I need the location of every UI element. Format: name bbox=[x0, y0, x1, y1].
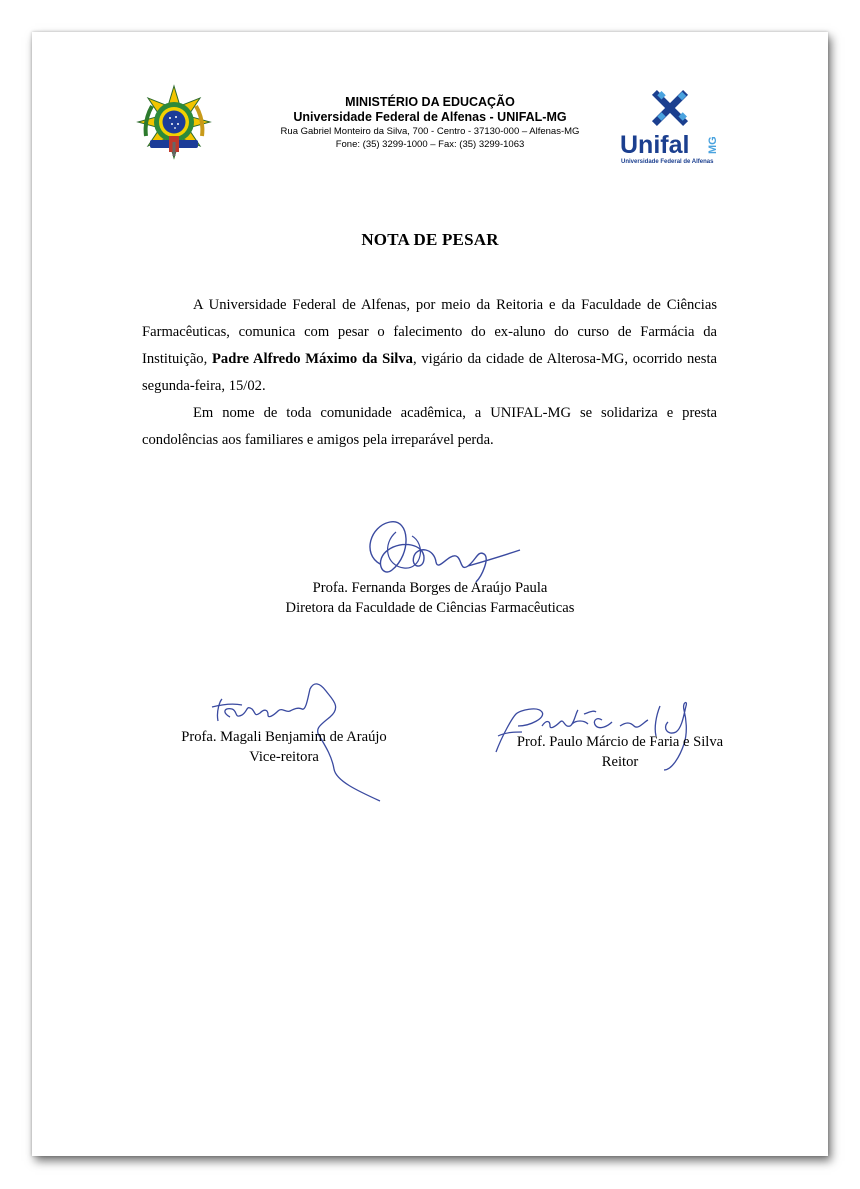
unifal-logo bbox=[618, 84, 722, 166]
unifal-logo-text: Unifal bbox=[620, 131, 690, 159]
university-name: Universidade Federal de Alfenas - UNIFAL-MG bbox=[293, 110, 567, 124]
document-page bbox=[32, 32, 828, 1156]
signatory-magali bbox=[154, 727, 414, 767]
university-address: Rua Gabriel Monteiro da Silva, 700 - Centro - 37130-000 – Alfenas-MG bbox=[280, 126, 580, 137]
document-body bbox=[142, 292, 717, 454]
unifal-logo-badge: MG bbox=[707, 136, 719, 154]
signatory-role: Diretora da Faculdade de Ciências Farmacêuticas bbox=[285, 600, 575, 616]
signatory-role: Reitor bbox=[601, 754, 639, 770]
brazil-coat-of-arms-icon bbox=[136, 84, 212, 160]
body-paragraph-1: A Universidade Federal de Alfenas, por meio da Reitoria e da Faculdade de Ciências Farmacêuticas, comunica com pesar o falecimento do ex-aluno do curso de Farmácia da Instituição, Padre Alfredo Máximo da Silva, vigário da cidade de Alterosa-MG, ocorrido nesta segunda-feira, 15/02. bbox=[142, 297, 717, 394]
deceased-name: Padre Alfredo Máximo da Silva bbox=[212, 351, 413, 367]
signatory-name: Profa. Fernanda Borges de Araújo Paula bbox=[312, 580, 548, 596]
body-paragraph-2: Em nome de toda comunidade acadêmica, a UNIFAL-MG se solidariza e presta condolências aos familiares e amigos pela irreparável perda. bbox=[142, 405, 717, 448]
unifal-logo-subtitle: Universidade Federal de Alfenas bbox=[621, 159, 714, 165]
signatory-name: Prof. Paulo Márcio de Faria e Silva bbox=[516, 734, 724, 750]
university-phone: Fone: (35) 3299-1000 – Fax: (35) 3299-1063 bbox=[335, 139, 525, 150]
signatory-paulo bbox=[470, 732, 770, 772]
signatory-fernanda bbox=[260, 578, 600, 618]
unifal-x-mark-icon bbox=[652, 90, 688, 126]
ministry-title: MINISTÉRIO DA EDUCAÇÃO bbox=[345, 95, 515, 109]
signatory-role: Vice-reitora bbox=[249, 749, 319, 765]
signatory-name: Profa. Magali Benjamim de Araújo bbox=[181, 729, 387, 745]
signature-fernanda bbox=[352, 514, 522, 586]
document-title: NOTA DE PESAR bbox=[361, 230, 499, 249]
